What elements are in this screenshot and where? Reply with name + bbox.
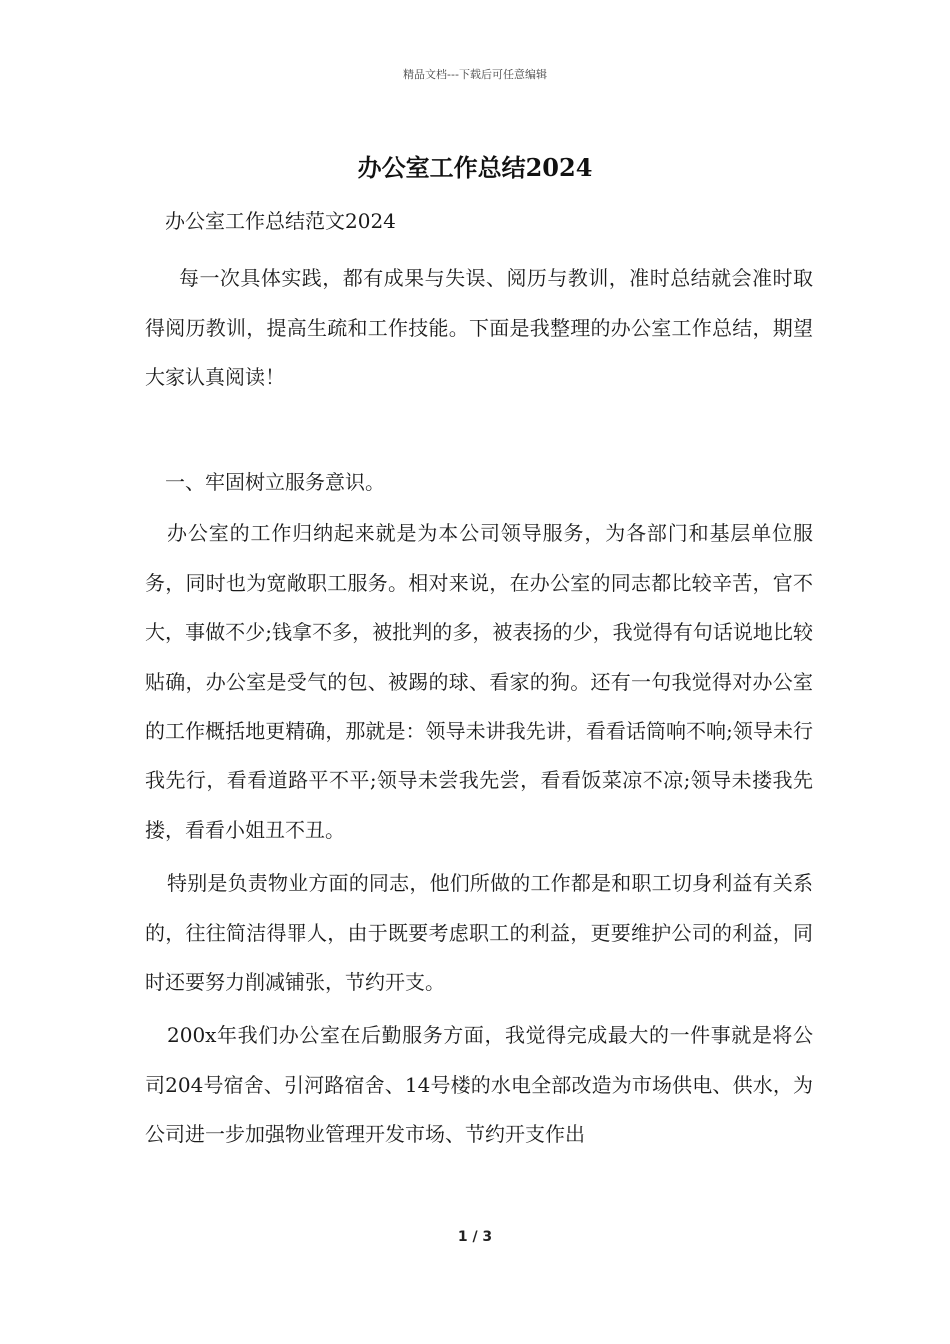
- body-paragraph: 200x年我们办公室在后勤服务方面，我觉得完成最大的一件事就是将公司204号宿舍、引河路宿舍、14号楼的水电全部改造为市场供电、供水，为公司进一步加强物业管理开发市场、节约开支作出: [145, 1023, 813, 1147]
- section-heading: 一、牢固树立服务意识。: [165, 470, 385, 495]
- document-body: [145, 197, 813, 1164]
- document-subtitle: 办公室工作总结范文2024: [165, 209, 396, 233]
- body-paragraph: 办公室的工作归纳起来就是为本公司领导服务，为各部门和基层单位服务，同时也为宽敞职工服务。相对来说，在办公室的同志都比较辛苦，官不大，事做不少;钱拿不多，被批判的多，被表扬的少，我觉得有句话说地比较贴确，办公室是受气的包、被踢的球、看家的狗。还有一句我觉得对办公室的工作概括地更精确，那就是：领导未讲我先讲，看看话筒响不响;领导未行我先行，看看道路平不平;领导未尝我先尝，看看饭菜凉不凉;领导未搂我先搂，看看小姐丑不丑。: [145, 521, 813, 842]
- header-note: 精品文档---下载后可任意编辑: [403, 68, 547, 81]
- intro-paragraph: 每一次具体实践，都有成果与失误、阅历与教训，准时总结就会准时取得阅历教训，提高生疏和工作技能。下面是我整理的办公室工作总结，期望大家认真阅读！: [145, 266, 813, 390]
- body-paragraph: 特别是负责物业方面的同志，他们所做的工作都是和职工切身利益有关系的，往往简洁得罪人，由于既要考虑职工的利益，更要维护公司的利益，同时还要努力削减铺张，节约开支。: [145, 871, 813, 995]
- blank-line: [145, 403, 813, 452]
- document-title: 办公室工作总结2024: [357, 153, 593, 182]
- page-indicator: 1 / 3: [457, 1229, 493, 1245]
